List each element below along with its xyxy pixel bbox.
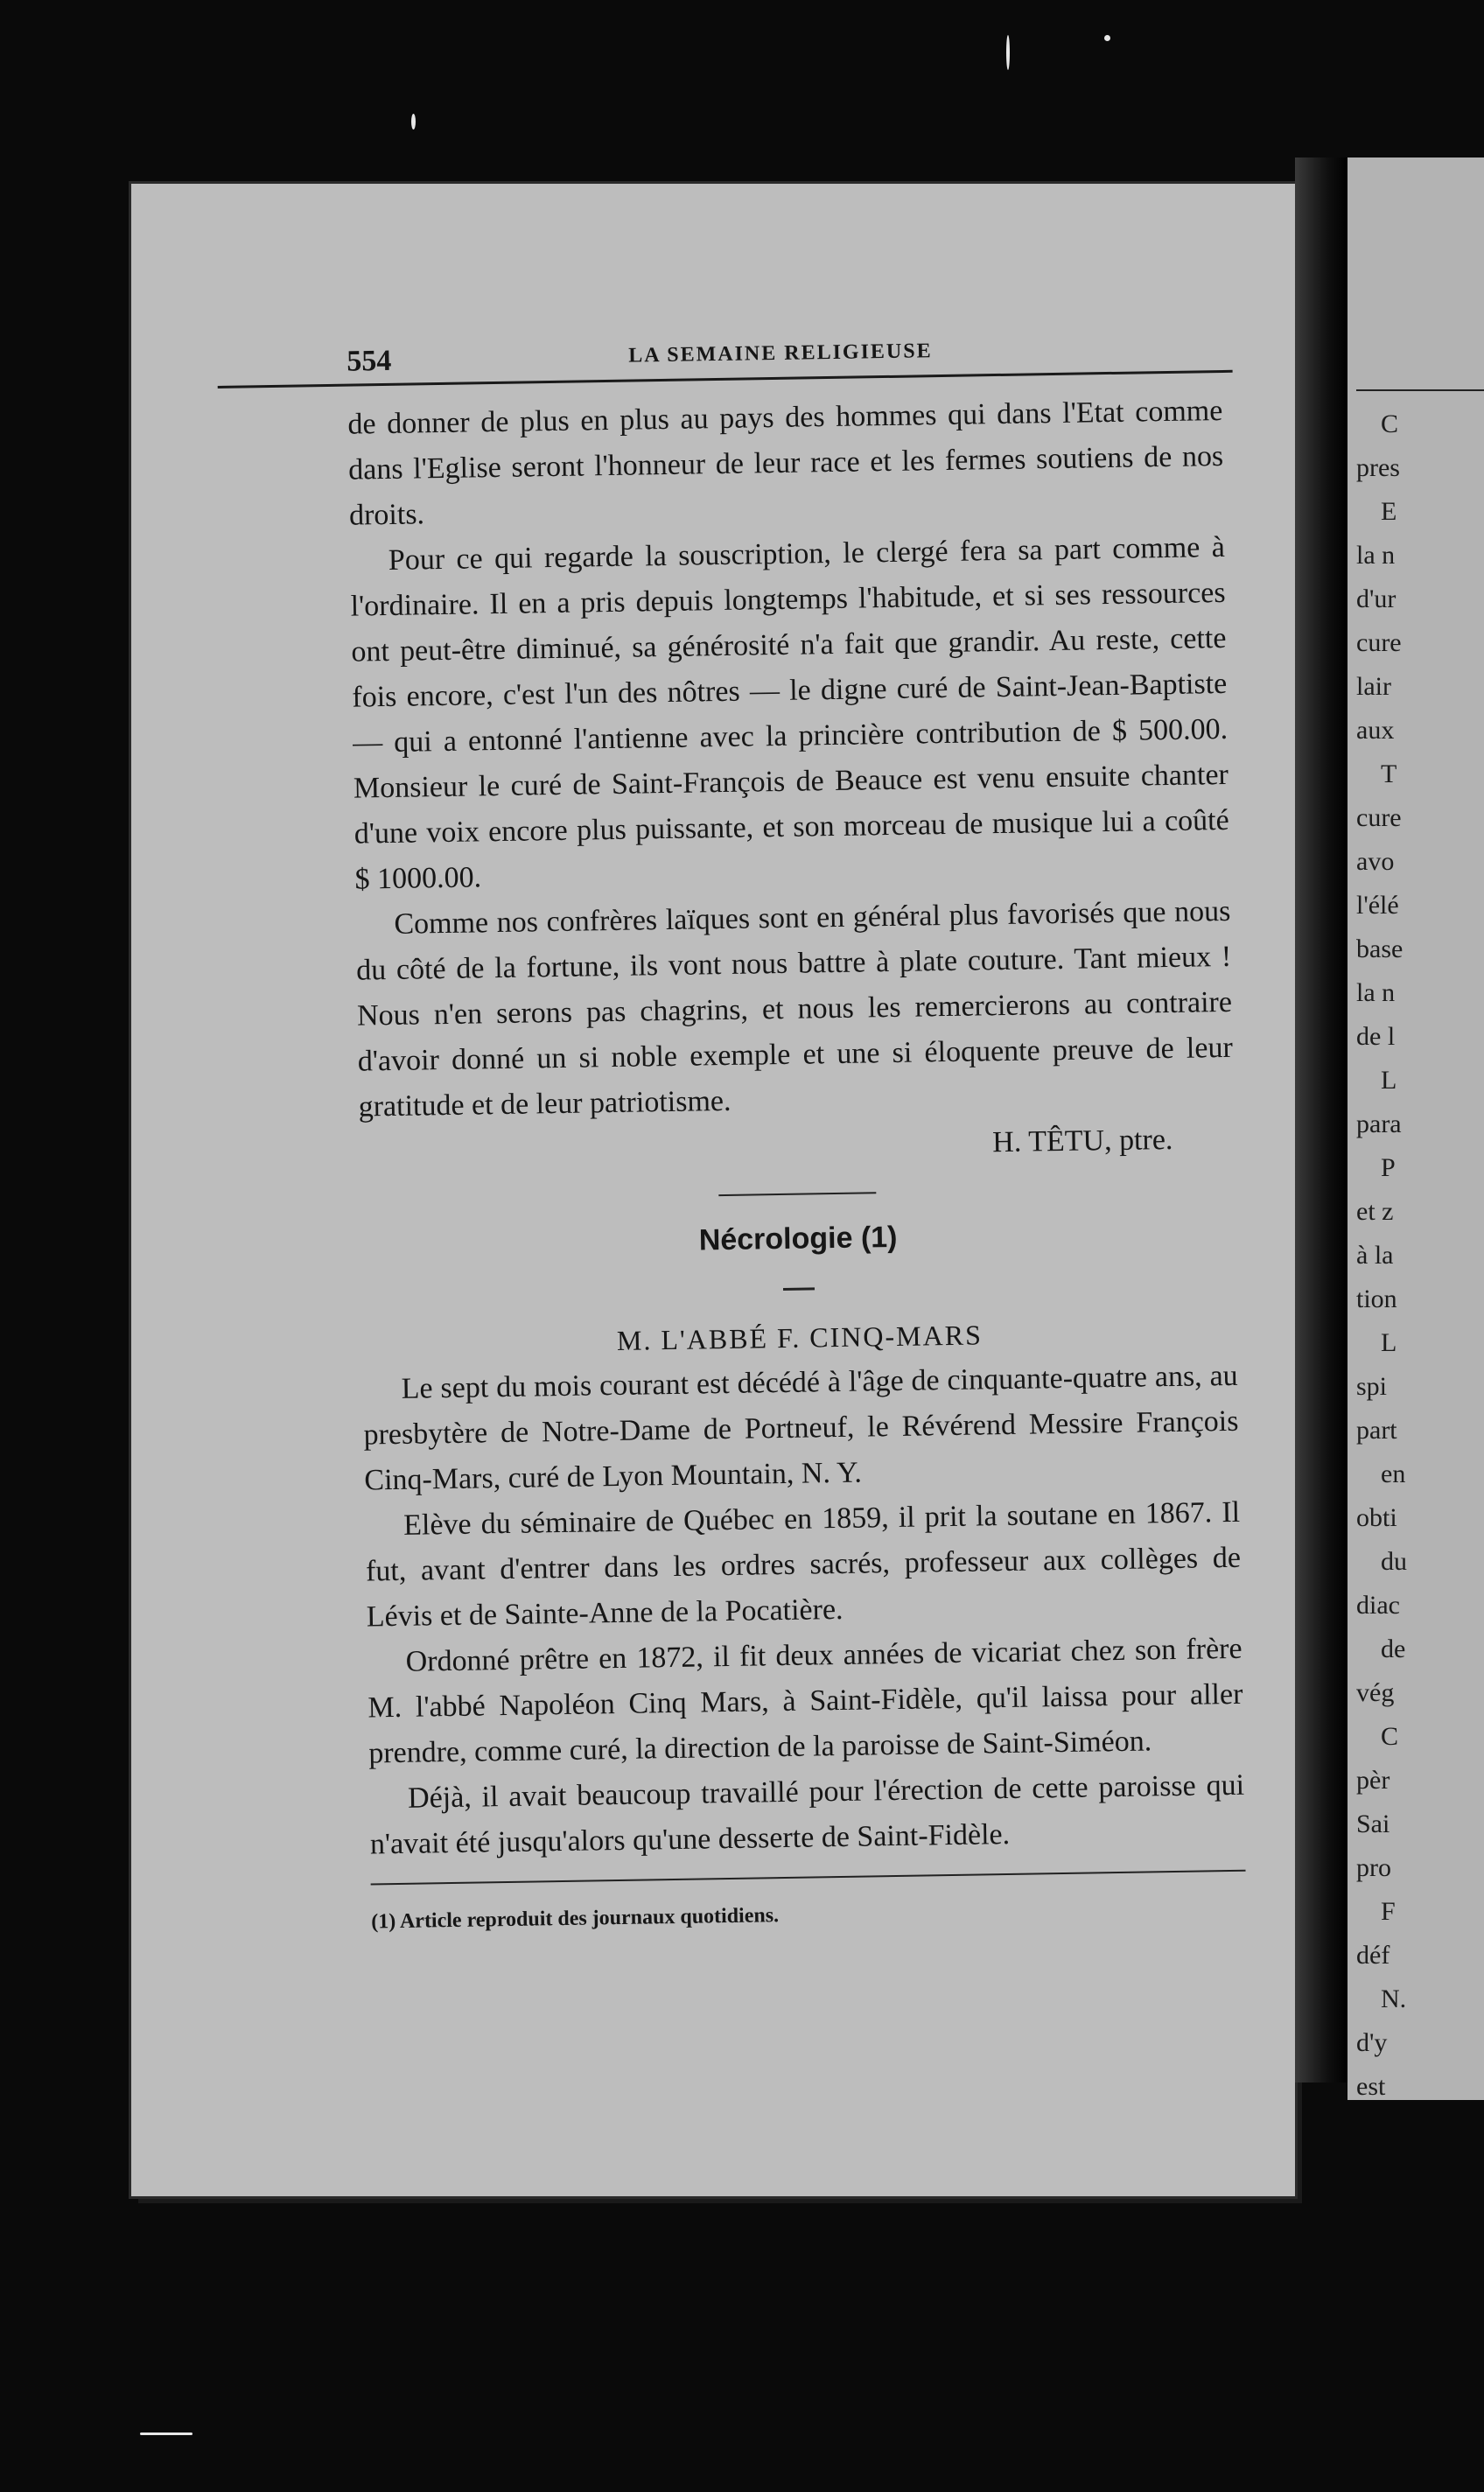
facing-page-fragment: pres xyxy=(1356,453,1400,482)
running-title: LA SEMAINE RELIGIEUSE xyxy=(628,340,933,368)
facing-page-fragment: tion xyxy=(1356,1284,1397,1313)
obituary-subject: M. L'ABBÉ F. CINQ-MARS xyxy=(616,1319,984,1356)
paragraph: Le sept du mois courant est décédé à l'âge de cinquante-quatre ans, au presbytère de Notre-Dame de Portneuf, le Révérend Messire François Cinq-Mars, curé de Lyon Mountain, N. Y. xyxy=(363,1359,1239,1497)
facing-page-fragment: de l xyxy=(1356,1022,1396,1051)
facing-page-fragment: la n xyxy=(1356,541,1396,570)
facing-page-header-rule xyxy=(1356,389,1484,391)
facing-page-fragment: cure xyxy=(1356,803,1402,832)
facing-page-fragment: l'élé xyxy=(1356,891,1399,920)
facing-page-fragment: en xyxy=(1381,1460,1406,1488)
facing-page-fragment: d'y xyxy=(1356,2028,1388,2057)
facing-page-fragment: diac xyxy=(1356,1591,1400,1620)
facing-page-fragment: pro xyxy=(1356,1853,1391,1882)
facing-page-fragment: et z xyxy=(1356,1197,1394,1226)
facing-page-fragment: L xyxy=(1381,1066,1397,1095)
facing-page-fragment: obti xyxy=(1356,1503,1397,1532)
facing-page-fragment: déf xyxy=(1356,1941,1390,1970)
footnote: (1) Article reproduit des journaux quotidiens. xyxy=(371,1904,780,1934)
facing-page-fragment: de xyxy=(1381,1634,1406,1663)
paragraph: Elève du séminaire de Québec en 1859, il prit la soutane en 1867. Il fut, avant d'entrer dans les ordres sacrés, professeur aux collèges de Lévis et de Sainte-Anne de la Pocatière. xyxy=(365,1495,1242,1634)
facing-page-fragment: F xyxy=(1381,1897,1396,1926)
film-scratch xyxy=(411,114,416,130)
film-scratch xyxy=(140,2432,192,2435)
film-scratch xyxy=(1006,35,1010,70)
section-separator xyxy=(718,1192,876,1196)
paragraph: de donner de plus en plus au pays des hommes qui dans l'Etat comme dans l'Eglise seront l'honneur de leur race et les fermes soutiens de nos droits. xyxy=(347,394,1224,532)
facing-page-fragment: du xyxy=(1381,1547,1407,1576)
facing-page-fragment: aux xyxy=(1356,716,1395,745)
facing-page xyxy=(1348,158,1484,2100)
facing-page-fragment: Sai xyxy=(1356,1810,1390,1838)
book-gutter xyxy=(1295,158,1348,2082)
facing-page-fragment: C xyxy=(1381,1722,1399,1751)
facing-page-fragment: part xyxy=(1356,1416,1397,1445)
facing-page-fragment: à la xyxy=(1356,1241,1394,1270)
facing-page-fragment: para xyxy=(1356,1110,1402,1138)
footnote-rule xyxy=(371,1870,1246,1886)
paragraph: Pour ce qui regarde la souscription, le clergé fera sa part comme à l'ordinaire. Il en a pris depuis longtemps l'habitude, et si ses ressources ont peut-être diminué, sa générosité n'a fait que grandir. Au reste, cette fois encore, c'est l'un des nôtres — le digne curé de Saint-Jean-Baptiste — qui a entonné l'antienne avec la princière contribution de $ 500.00. Monsieur le curé de Saint-François de Beauce est venu ensuite chanter d'une voix encore plus puissante, et son morceau de musique lui a coûté $ 1000.00. xyxy=(350,530,1229,896)
facing-page-fragment: la n xyxy=(1356,978,1396,1007)
paragraph: Ordonné prêtre en 1872, il fit deux années de vicariat chez son frère M. l'abbé Napoléon Cinq Mars, à Saint-Fidèle, qu'il laissa pour aller prendre, comme curé, la direction de la paroisse de Saint-Siméon. xyxy=(368,1632,1243,1770)
facing-page-fragment: cure xyxy=(1356,628,1402,657)
facing-page-fragment: L xyxy=(1381,1328,1397,1357)
facing-page-fragment: d'ur xyxy=(1356,584,1396,613)
page-content xyxy=(217,330,1257,1947)
author-signature: H. TÊTU, ptre. xyxy=(991,1123,1173,1159)
body-text xyxy=(347,388,1247,1944)
paragraph: Comme nos confrères laïques sont en général plus favorisés que nous du côté de la fortune, ils vont nous battre à plate couture. Tant mieux ! Nous n'en serons pas chagrins, et nous les remercierons au contraire d'avoir donné un si noble exemple et une si éloquente preuve de leur gratitude et de leur patriotisme. xyxy=(355,894,1234,1124)
facing-page-fragment: lair xyxy=(1356,672,1391,701)
paragraph: Déjà, il avait beaucoup travaillé pour l'érection de cette paroisse qui n'avait été jusqu'alors qu'une desserte de Saint-Fidèle. xyxy=(369,1768,1245,1861)
title-dash xyxy=(783,1287,815,1291)
film-dust xyxy=(1104,35,1110,41)
facing-page-fragment: pèr xyxy=(1356,1766,1390,1795)
facing-page-fragment: C xyxy=(1381,410,1399,438)
facing-page-fragment: P xyxy=(1381,1153,1396,1182)
page-number: 554 xyxy=(346,344,392,378)
facing-page-fragment: N. xyxy=(1381,1984,1407,2013)
facing-page-fragment: spi xyxy=(1356,1372,1388,1401)
facing-page-fragment: base xyxy=(1356,934,1404,963)
facing-page-fragment: est xyxy=(1356,2072,1386,2100)
facing-page-fragment: vég xyxy=(1356,1678,1395,1707)
facing-page-fragment: E xyxy=(1381,497,1397,526)
facing-page-fragment: T xyxy=(1381,760,1397,788)
facing-page-fragment: avo xyxy=(1356,847,1395,876)
section-title: Nécrologie (1) xyxy=(698,1220,898,1257)
